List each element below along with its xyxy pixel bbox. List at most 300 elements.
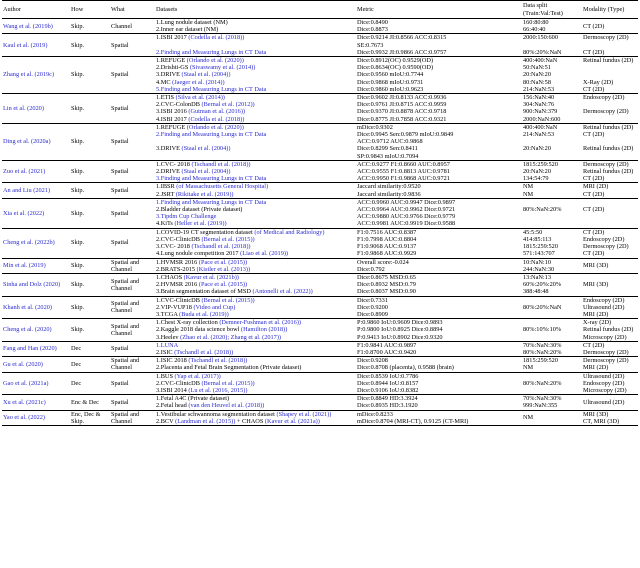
citation-link[interactable]: (Pace et al. (2015)) [198,258,248,266]
split-cell-line [523,213,581,220]
what-cell: Spatial [110,160,155,183]
citation-link[interactable]: (Tschandl et al. (2018)) [174,348,234,356]
modality-cell-line: CT (2D) [583,206,605,214]
dataset-text: 3.ISBI 2014 [156,386,189,394]
metric-cell-line: mDice:0.8704 (MRI-CT), 0.9125 (CT-MRI) [357,417,469,425]
dataset-text: 2.VIP-VUP18 [156,303,194,311]
datasets-cell-line [156,357,355,364]
table-row [2,410,638,425]
metric-cell-line: Dice:0.9106 IoU:0.8382 [357,386,419,394]
datasets-cell-line [156,145,355,152]
modality-cell-line: CT (2D) [583,341,605,349]
metric-cell [356,395,522,410]
citation-link[interactable]: (Yap et al. (2017)) [174,372,221,380]
split-cell-line: NM [523,414,534,422]
split-cell-line [523,387,581,394]
metric-cell-line: Jaccard similarity:0.9836 [357,190,421,198]
datasets-cell [155,160,356,183]
datasets-cell [155,395,356,410]
datasets-cell-line [156,342,355,349]
datasets-cell-line [156,311,355,318]
dataset-text: 1.CVC-ClinicDB [156,296,202,304]
datasets-cell-line [156,161,355,168]
what-cell: Channel [110,19,155,34]
citation-link[interactable]: (Rikitake et al. (2019)) [175,190,234,198]
split-cell [522,372,582,395]
table-row [2,228,638,258]
citation-link[interactable]: (Codella et al. (2018)) [188,115,245,123]
citation-link[interactable]: (of Medical and Radiology) [254,228,325,236]
dataset-text: 1.CHAOS [156,273,184,281]
modality-cell [582,34,638,57]
modality-cell [582,258,638,273]
datasets-cell [155,123,356,160]
how-cell: Skip. [70,319,110,342]
split-cell [522,258,582,273]
modality-cell [582,57,638,94]
split-cell [522,410,582,425]
split-cell [522,319,582,342]
metric-cell-line: Jaccard similarity:0.9520 [357,183,421,191]
split-cell-line: 2000:NaN:600 [523,115,561,123]
split-cell-line: 80%:NaN:20% [523,206,562,214]
author-cell[interactable]: Kaul et al. (2019) [2,34,70,57]
citation-link[interactable]: (Landman et al. (2015)) [175,417,236,425]
citation-link[interactable]: (Tschandl et al. (2018)) [191,160,251,168]
citation-link[interactable]: (Tschandl et al. (2018)) [188,357,248,365]
datasets-cell-line [156,411,355,418]
how-cell: Dec [70,341,110,356]
split-cell [522,395,582,410]
metric-cell-line: F1:0.9868 AUC:0.9929 [357,250,417,258]
split-cell-line: 388:48:48 [523,288,549,296]
datasets-cell-line [156,191,355,198]
author-cell[interactable]: Khanh et al. (2020) [2,296,70,319]
author-cell[interactable]: Wang et al. (2019b) [2,19,70,34]
citation-link[interactable]: (Orlando et al. (2020)) [186,57,244,65]
header-row [2,1,638,19]
how-cell: Skip. [70,57,110,94]
table-body [2,19,638,426]
author-cell[interactable]: Min et al. (2019) [2,258,70,273]
datasets-cell-line [156,86,355,93]
dataset-text: 1.ISBI 2017 [156,34,189,42]
datasets-cell-line [156,19,355,26]
dataset-link[interactable]: 2.Finding and Measuring Lungs in CT Data [156,48,267,56]
metric-cell-line: ACC:0.9950 F1:0.9868 AUC:0.9721 [357,175,450,183]
modality-cell-line: Endoscopy (2D) [583,235,625,243]
citation-link[interactable]: (Jaeger et al. (2014)) [172,78,225,86]
modality-cell-line: CT (2D) [583,22,605,30]
split-cell-line: NM [523,183,534,191]
citation-link[interactable]: (Video and Cup) [193,303,236,311]
citation-link[interactable]: (Buda et al. (2019)) [179,310,229,318]
datasets-cell-line [156,281,355,288]
datasets-cell-line [156,334,355,341]
table-row [2,357,638,372]
modality-cell-line [583,101,637,108]
datasets-cell-line [156,402,355,409]
datasets-cell-line [156,274,355,281]
citation-link[interactable]: (Bernal et al. (2015)) [201,235,255,243]
modality-cell-line [583,116,637,123]
split-cell-line [523,297,581,304]
metric-cell-line: P:0.9413 IoU:0.8902 Dice:0.9320 [357,333,443,341]
modality-cell-line: CT (2D) [583,85,605,93]
split-cell [522,198,582,228]
dataset-text: 3.Brain segmentation dataset of MSD [156,288,253,296]
citation-link[interactable]: (van den Heuvel et al. (2018)) [188,402,265,410]
author-cell[interactable]: Xia et al. (2022) [2,198,70,228]
how-cell: Skip. [70,19,110,34]
datasets-cell-line [156,259,355,266]
datasets-cell [155,183,356,198]
dataset-text: 2.ISIC [156,348,175,356]
modality-cell-line: Retinal fundus (2D) [583,123,634,131]
metric-cell [356,228,522,258]
citation-link[interactable]: (Kavur et al. (2021b)) [183,273,239,281]
what-cell: Spatial and Channel [110,357,155,372]
dataset-text: 3.ISBI 2016 [156,108,189,116]
dataset-text: 1.Fetal A4C (Private dataset) [156,395,230,403]
what-cell: Spatial and Channel [110,319,155,342]
dataset-text: 2.DRIVE [156,168,182,176]
metric-cell-line: Dice:0.8909 [357,310,388,318]
how-cell: Skip. [70,273,110,296]
citation-link[interactable]: (Lu et al. (2016, 2015)) [188,386,248,394]
metric-cell-line: Dice:0.9370 JI:0.8878 ACC:0.9718 [357,108,447,116]
split-cell-line [523,153,581,160]
header-what: What [110,1,155,19]
split-cell-line: 571:143:707 [523,250,555,258]
metric-cell-line: Dice:0.9945 Sen:0.9879 mIoU:0.9849 [357,131,454,139]
modality-cell [582,357,638,372]
datasets-cell-line [156,349,355,356]
modality-cell [582,183,638,198]
modality-cell-line [583,138,637,145]
dataset-text: 1.REFUGE [156,57,187,65]
table-row [2,183,638,198]
author-cell[interactable]: Cheng et al. (2020) [2,319,70,342]
citation-link[interactable]: (Kistler et al. (2013)) [196,265,251,273]
modality-cell-line: Ultrasound (2D) [583,303,625,311]
author-cell[interactable]: Fang and Han (2020) [2,341,70,356]
modality-cell-line: Retinal fundus (2D) [583,326,634,334]
metric-cell-line: ACC:0.9964 AUC:0.9962 Dice:0.9721 [357,206,456,214]
metric-cell-line: Dice:0.8490 [357,19,388,26]
metric-cell-line: mDice:0.8233 [357,410,393,418]
split-cell-line: 160:80:80 [523,19,549,26]
dataset-link[interactable]: 3.Finding and Measuring Lungs in CT Data [156,175,267,183]
header-how: How [70,1,110,19]
table-row [2,57,638,94]
split-cell [522,341,582,356]
how-cell: Skip. [70,34,110,57]
datasets-cell [155,372,356,395]
metric-cell-line: P:0.9860 IoU:0.9609 Dice:0.9893 [357,319,443,327]
metric-cell-line: Dice:0.8849 HD:3.3924 [357,395,418,403]
split-cell-line: 80%:20%:NaN [523,303,562,311]
modality-cell-line: CT (2D) [583,131,605,139]
metric-cell [356,273,522,296]
modality-cell-line: MRI (3D) [583,410,609,418]
metric-cell-line: Dice:0.8037 MSD:0.90 [357,288,416,296]
what-cell: Spatial [110,198,155,228]
split-cell-line: NM [523,364,534,372]
dataset-text: 1.COVID-19 CT segmentation dataset [156,228,255,236]
datasets-cell-line [156,319,355,326]
table-row [2,123,638,160]
what-cell: Spatial and Channel [110,410,155,425]
metric-cell [356,34,522,57]
datasets-cell-line [156,213,355,220]
metric-cell-line: Dice:0.8935 HD:3.1920 [357,402,418,410]
datasets-cell-line [156,266,355,273]
datasets-cell-line [156,116,355,123]
datasets-cell-line [156,387,355,394]
author-cell[interactable]: Sinha and Dolz (2020) [2,273,70,296]
citation-link[interactable]: (Orlando et al. (2020)) [186,123,244,131]
datasets-cell-line [156,26,355,33]
split-cell-line: 214:NaN:53 [523,85,555,93]
citation-link[interactable]: (Staal et al. (2004)) [181,145,231,153]
modality-cell [582,372,638,395]
datasets-cell-line [156,94,355,101]
split-cell-line [523,334,581,341]
header-author: Author [2,1,70,19]
split-cell-line: 60%:20%:20% [523,281,562,289]
table-row [2,395,638,410]
dataset-text: 3.Heelev [156,333,181,341]
modality-cell-line: CT (2D) [583,175,605,183]
modality-cell-line: X-ray (2D) [583,319,612,327]
table-row [2,341,638,356]
modality-cell [582,160,638,183]
datasets-cell-line [156,79,355,86]
split-cell-line: 414:85:113 [523,235,552,243]
datasets-cell-line [156,304,355,311]
modality-cell-line: CT (2D) [583,250,605,258]
dataset-text: 2.JSRT [156,190,176,198]
metric-cell [356,183,522,198]
modality-cell-line: Endoscopy (2D) [583,94,625,102]
how-cell: Enc & Dec [70,395,110,410]
datasets-cell [155,258,356,273]
metric-cell-line: Dice:0.8299 Sen:0.8411 [357,145,418,153]
metric-cell-line: mDice:0.9302 [357,123,393,131]
metric-cell-line: Dice:0.9868 mIoU:0.9731 [357,78,424,86]
metric-cell-line: Dice:0.8708 (placenta), 0.9588 (brain) [357,364,454,372]
modality-cell-line [583,213,637,220]
modality-cell [582,228,638,258]
dataset-link[interactable]: 5.Finding and Measuring Lungs in CT Data [156,85,267,93]
modality-cell-line: Dermoscopy (2D) [583,160,629,168]
datasets-cell-line [156,183,355,190]
modality-cell-line: Retinal fundus (2D) [583,168,634,176]
datasets-cell-line [156,64,355,71]
author-cell[interactable]: Yao et al. (2022) [2,410,70,425]
metric-cell-line: Dice:0.9214 JI:0.8566 ACC:0.8315 [357,34,447,42]
datasets-cell-line [156,364,355,371]
split-cell-line: 50:NaN:51 [523,64,551,72]
what-cell: Spatial and Channel [110,296,155,319]
modality-cell-line [583,199,637,206]
table-row [2,319,638,342]
citation-link[interactable]: (Zhao et al. (2020); Zhang et al. (2017)) [180,333,282,341]
split-cell-line: 400:400:NaN [523,123,558,131]
citation-link[interactable]: (Sivaswamy et al. (2014)) [189,64,256,72]
how-cell: Skip. [70,123,110,160]
metric-cell-line: F1:0.9841 AUC:0.9897 [357,341,417,349]
split-cell-line [523,220,581,227]
datasets-cell [155,57,356,94]
citation-link[interactable]: (Silva et al. (2014)) [175,94,225,102]
datasets-cell-line [156,418,355,425]
metric-cell [356,160,522,183]
split-cell-line [523,42,581,49]
author-cell[interactable]: Lin et al. (2020) [2,94,70,124]
dataset-text: 1.Chest X-ray collection [156,319,220,327]
split-cell-line [523,311,581,318]
dataset-text: 4.MC [156,78,173,86]
dataset-text: 1.ETIS [156,94,176,102]
split-cell-line: 400:400:NaN [523,57,558,65]
split-cell-line: 80%:NaN:20% [523,379,562,387]
metric-cell-line: Dice:0.9560 mIoU:0.7744 [357,71,424,79]
datasets-cell-line [156,42,355,49]
author-cell[interactable]: Xu et al. (2021c) [2,395,70,410]
metric-cell-line: Dice:0.9200 [357,303,388,311]
citation-link[interactable]: (Shapey et al. (2021)) [276,410,332,418]
how-cell: Enc, Dec & Skip. [70,410,110,425]
dataset-text: 1.HVMSR 2016 [156,258,199,266]
author-cell[interactable]: Ding et al. (2020a) [2,123,70,160]
dataset-text: 4.Lung nodule competition 2017 [156,250,241,258]
split-cell [522,34,582,57]
citation-link[interactable]: (Heller et al. (2019)) [174,220,227,228]
metric-cell-line: Dice:0.7331 [357,296,388,304]
split-cell-line: 13:NaN:13 [523,273,551,281]
split-cell-line: 10:NaN:10 [523,258,551,266]
citation-link[interactable]: (Codella et al. (2018)) [188,34,245,42]
metric-cell-line: Dice:0.9860 mIoU:0.9623 [357,85,424,93]
modality-cell [582,123,638,160]
modality-cell [582,198,638,228]
split-cell-line: 304:NaN:76 [523,101,555,109]
metric-cell [356,296,522,319]
metric-cell-line: Dice:0.9602 JI:0.8133 ACC:0.9936 [357,94,447,102]
modality-cell-line: Microscopy (2D) [583,386,627,394]
what-cell: Spatial [110,395,155,410]
datasets-cell-line [156,326,355,333]
citation-link[interactable]: (Bernal et al. (2015)) [201,379,255,387]
citation-link[interactable]: (Gutman et al. (2016)) [188,108,246,116]
modality-cell [582,19,638,34]
citation-link[interactable]: (Bernal et al. (2015)) [201,296,255,304]
what-cell: Spatial [110,183,155,198]
citation-link[interactable]: (Demner-Fushman et al. (2016)) [219,319,302,327]
modality-cell-line [583,153,637,160]
modality-cell-line: Dermoscopy (2D) [583,243,629,251]
metric-cell-line: SP:0.9843 mIoU:0.7094 [357,152,419,160]
citation-link[interactable]: (Kavur et al. (2021a)) [264,417,320,425]
citation-link[interactable]: (Pace et al. (2015)) [198,281,248,289]
how-cell: Dec [70,372,110,395]
table-row [2,94,638,124]
modality-cell-line [583,71,637,78]
dataset-text: 3.DRIVE [156,71,182,79]
metric-cell-line: F1:0.8700 AUC:0.9420 [357,348,417,356]
split-cell-line: 45:5:50 [523,228,543,236]
citation-link[interactable]: (Tschandl et al. (2018)) [191,243,251,251]
citation-link[interactable]: (Staal et al. (2004)) [181,168,231,176]
split-cell-line [523,138,581,145]
header-datasets: Datasets [155,1,356,19]
modality-cell-line: Dermoscopy (2D) [583,34,629,42]
dataset-link[interactable]: 1.LUNA [156,341,179,349]
datasets-cell-line [156,175,355,182]
modality-cell [582,94,638,124]
modality-cell [582,296,638,319]
citation-link[interactable]: (of Massachusetts General Hospital) [176,183,269,191]
split-cell-line: NM [523,190,534,198]
what-cell: Spatial and Channel [110,258,155,273]
metric-cell-line: Dice:0.8634(OC) 0.9590(OD) [357,64,434,72]
split-cell [522,357,582,372]
split-cell-line [523,199,581,206]
split-cell-line: 66:40:40 [523,26,546,34]
how-cell: Skip. [70,296,110,319]
author-cell[interactable]: An and Liu (2021) [2,183,70,198]
citation-link[interactable]: (Liao et al. (2019)) [240,250,289,258]
metric-cell-line: Dice:0.8944 IoU:0.8157 [357,379,419,387]
author-cell[interactable]: Zuo et al. (2021) [2,160,70,183]
metric-cell [356,341,522,356]
datasets-cell [155,319,356,342]
split-cell-line: 900:NaN:379 [523,108,558,116]
modality-cell-line: MRI (2D) [583,364,609,372]
split-cell [522,94,582,124]
author-cell[interactable]: Gao et al. (2021a) [2,372,70,395]
metric-cell-line: ACC:0.9880 AUC:0.9766 Dice:0.9779 [357,213,456,221]
what-cell: Spatial [110,123,155,160]
metric-cell-line: Dice:0.8775 JI:0.7858 ACC:0.9321 [357,115,447,123]
split-cell-line: 2000:150:600 [523,34,558,42]
what-cell: Spatial and Channel [110,273,155,296]
metric-cell-line: Overall score:-0.024 [357,258,409,266]
modality-cell-line: Endoscopy (2D) [583,379,625,387]
author-cell[interactable]: Gu et al. (2020) [2,357,70,372]
dataset-link[interactable]: 3.Tipdm Cup Challenge [156,213,217,221]
datasets-cell-line [156,34,355,41]
split-cell-line: 244:NaN:30 [523,265,555,273]
citation-link[interactable]: (Staal et al. (2004)) [181,71,231,79]
dataset-link[interactable]: 2.Finding and Measuring Lungs in CT Data [156,131,267,139]
dataset-link[interactable]: 1.Finding and Measuring Lungs in CT Data [156,198,267,206]
table-row [2,372,638,395]
dataset-text: 1.CVC- 2018 [156,160,192,168]
datasets-cell-line [156,199,355,206]
modality-cell-line: MRI (2D) [583,310,609,318]
citation-link[interactable]: (Antonelli et al. (2022)) [252,288,313,296]
author-cell[interactable]: Cheng et al. (2022b) [2,228,70,258]
citation-link[interactable]: (Bernal et al. (2012)) [201,101,255,109]
author-cell[interactable]: Zhang et al. (2019c) [2,57,70,94]
metric-cell-line: Dice:0.8912(OC) 0.9529(OD) [357,57,434,65]
datasets-cell [155,410,356,425]
modality-cell-line: Microscopy (2D) [583,333,627,341]
citation-link[interactable]: (Hamilton (2018)) [240,326,288,334]
